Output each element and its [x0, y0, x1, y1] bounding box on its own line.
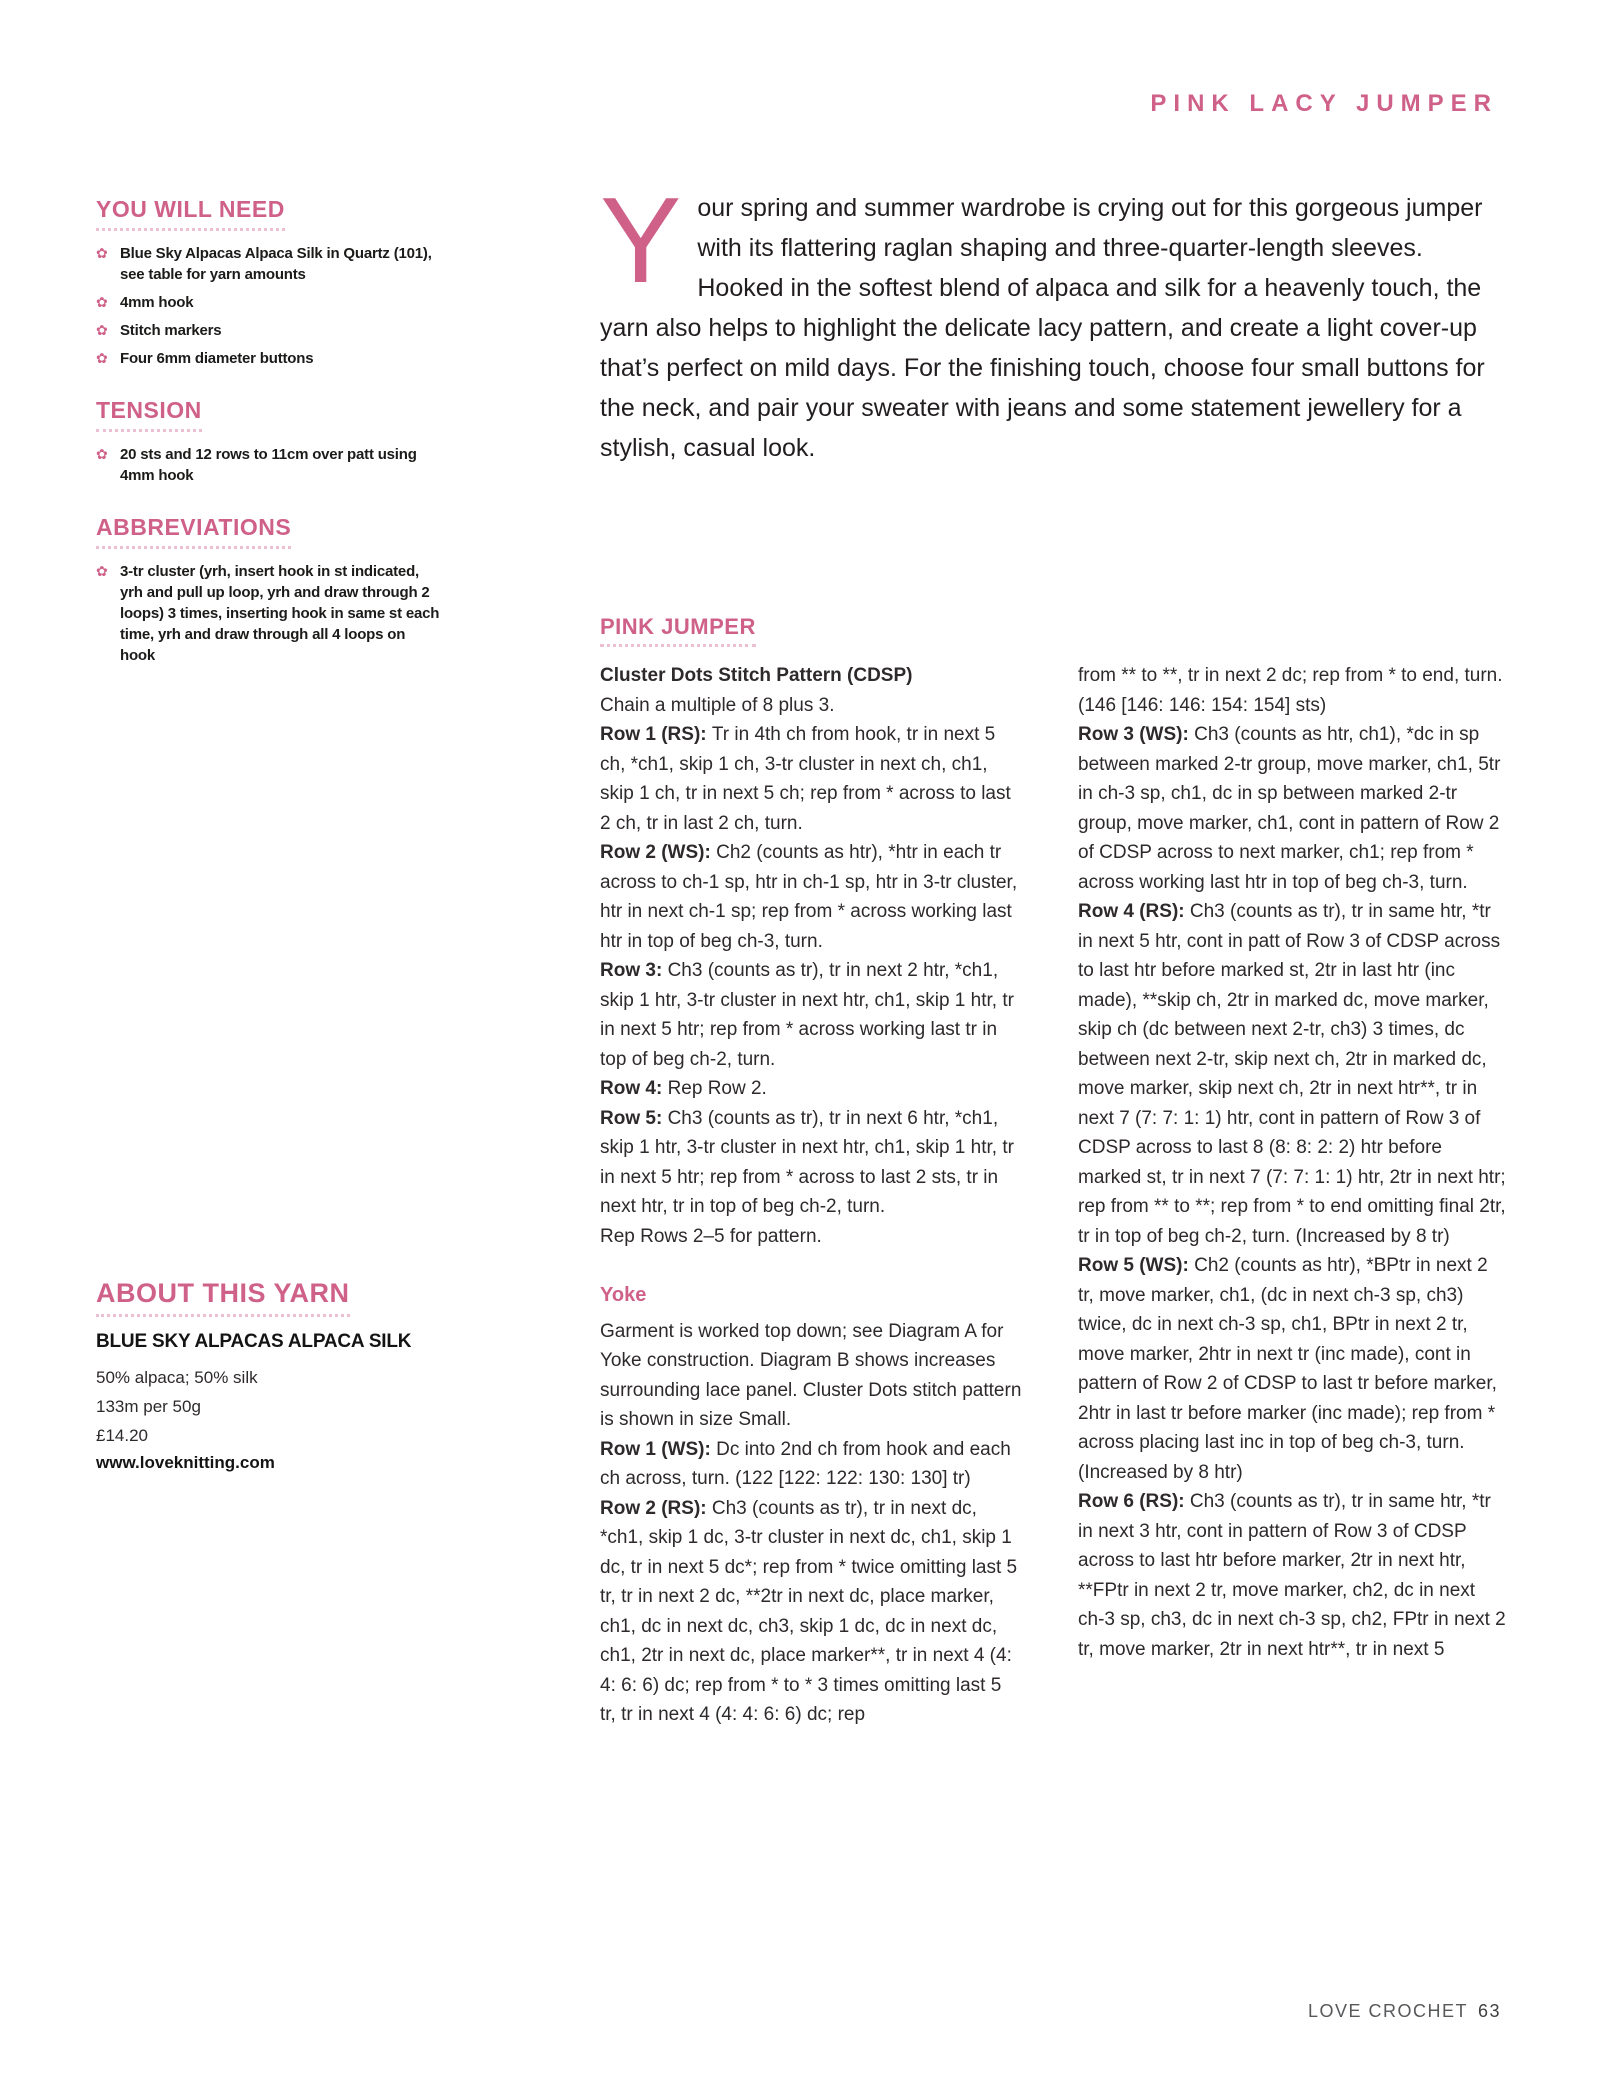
page-header-title: PINK LACY JUMPER	[1150, 90, 1498, 117]
magazine-name: LOVE CROCHET	[1307, 2001, 1468, 2021]
pattern-paragraph: Row 3: Ch3 (counts as tr), tr in next 2 htr, *ch1, skip 1 htr, 3-tr cluster in next htr, ch1, skip 1 htr, tr in next 5 htr; rep from * across working last tr in top of beg ch-2, turn.	[600, 960, 1014, 1070]
you-will-need-heading: YOU WILL NEED	[96, 196, 285, 231]
pattern-paragraph: Cluster Dots Stitch Pattern (CDSP)	[600, 665, 913, 686]
page-number: 63	[1477, 2001, 1501, 2021]
abbreviations-list	[96, 561, 441, 666]
about-this-yarn-section	[96, 1278, 466, 1473]
sidebar-list-item	[96, 561, 441, 666]
flower-bullet-icon: ✿	[96, 245, 108, 261]
pattern-paragraph: Row 4: Rep Row 2.	[600, 1078, 767, 1099]
sidebar-list-item	[96, 444, 441, 486]
pattern-paragraph: Row 6 (RS): Ch3 (counts as tr), tr in same htr, *tr in next 3 htr, cont in pattern of Row 3 of CDSP across to last htr before marker, 2tr in next htr, **FPtr in next 2 tr, move marker, ch2, dc in next ch-3 sp, ch3, dc in next ch-3 sp, ch2, FPtr in next 2 tr, move marker, 2tr in next htr**, tr in next 5	[1078, 1491, 1506, 1660]
flower-bullet-icon: ✿	[96, 322, 108, 338]
pattern-column-1	[600, 661, 1022, 1730]
sidebar-item-text: Four 6mm diameter buttons	[120, 350, 314, 367]
pattern-column-2	[1078, 661, 1506, 1730]
sidebar-list-item	[96, 320, 441, 341]
row-label: Row 3 (WS):	[1078, 724, 1195, 745]
flower-bullet-icon: ✿	[96, 294, 108, 310]
row-label: Row 2 (WS):	[600, 842, 717, 863]
abbreviations-section	[96, 514, 441, 666]
sidebar-item-text: 20 sts and 12 rows to 11cm over patt using 4mm hook	[120, 446, 417, 484]
sidebar	[96, 196, 441, 694]
tension-heading: TENSION	[96, 397, 202, 432]
flower-bullet-icon: ✿	[96, 563, 108, 579]
sidebar-item-text: 4mm hook	[120, 294, 194, 311]
pattern-paragraph: Chain a multiple of 8 plus 3.	[600, 694, 835, 716]
row-label: Row 3:	[600, 960, 668, 981]
page-footer	[1308, 2001, 1501, 2022]
yarn-detail-line: £14.20	[96, 1426, 148, 1445]
pattern-paragraph: Row 1 (RS): Tr in 4th ch from hook, tr in next 5 ch, *ch1, skip 1 ch, 3-tr cluster in next ch, ch1, skip 1 ch, tr in next 5 ch; rep from * across to last 2 ch, tr in last 2 ch, turn.	[600, 724, 1011, 834]
main-content	[600, 172, 1506, 1730]
sidebar-list-item	[96, 243, 441, 285]
sidebar-list-item	[96, 292, 441, 313]
pattern-paragraph: Rep Rows 2–5 for pattern.	[600, 1225, 822, 1247]
sidebar-item-text: Stitch markers	[120, 322, 222, 339]
about-this-yarn-heading: ABOUT THIS YARN	[96, 1278, 350, 1317]
you-will-need-list	[96, 243, 441, 369]
pattern-paragraph: Row 5 (WS): Ch2 (counts as htr), *BPtr in next 2 tr, move marker, ch1, (dc in next ch-3 sp, ch3) twice, dc in next ch-3 sp, ch1, BPtr in next 2 tr, move marker, 2htr in next tr (inc made), cont in pattern of Row 2 of CDSP to last tr before marker, 2htr in last tr before marker (inc made); rep from * across placing last inc in top of beg ch-3, turn. (Increased by 8 htr)	[1078, 1255, 1497, 1483]
tension-section	[96, 397, 441, 486]
intro-paragraph	[600, 172, 1506, 468]
pattern-paragraph: Row 2 (RS): Ch3 (counts as tr), tr in next dc, *ch1, skip 1 dc, 3-tr cluster in next dc, ch1, skip 1 dc, tr in next 5 dc*; rep from * twice omitting last 5 tr, tr in next 2 dc, **2tr in next dc, place marker, ch1, dc in next dc, ch3, skip 1 dc, dc in next dc, ch1, 2tr in next dc, place marker**, tr in next 4 (4: 4: 6: 6) dc; rep from * to * 3 times omitting last 5 tr, tr in next 4 (4: 4: 6: 6) dc; rep	[600, 1497, 1018, 1725]
flower-bullet-icon: ✿	[96, 350, 108, 366]
row-label: Row 6 (RS):	[1078, 1491, 1190, 1512]
pattern-paragraph: Garment is worked top down; see Diagram A for Yoke construction. Diagram B shows increases surrounding lace panel. Cluster Dots stitch pattern is shown in size Small.	[600, 1320, 1022, 1430]
yarn-name: BLUE SKY ALPACAS ALPACA SILK	[96, 1331, 412, 1352]
pattern-paragraph: Row 4 (RS): Ch3 (counts as tr), tr in same htr, *tr in next 5 htr, cont in patt of Row 3 of CDSP across to last htr before marked st, 2tr in last htr (inc made), **skip ch, 2tr in marked dc, move marker, skip ch (dc between next 2-tr, ch3) 3 times, dc between next 2-tr, skip next ch, 2tr in marked dc, move marker, skip next ch, 2tr in next htr**, tr in next 7 (7: 7: 1: 1) htr, cont in pattern of Row 3 of CDSP across to last 8 (8: 8: 2: 2) htr before marked st, tr in next 7 (7: 7: 1: 1) htr, 2tr in next htr; rep from ** to **; rep from * to end omitting final 2tr, tr in top of beg ch-2, turn. (Increased by 8 tr)	[1078, 901, 1506, 1247]
yarn-details	[96, 1363, 466, 1450]
flower-bullet-icon: ✿	[96, 446, 108, 462]
row-label: Row 1 (RS):	[600, 724, 712, 745]
yarn-shop-url: www.loveknitting.com	[96, 1453, 275, 1472]
abbreviations-heading: ABBREVIATIONS	[96, 514, 291, 549]
row-label: Row 5 (WS):	[1078, 1255, 1195, 1276]
you-will-need-section	[96, 196, 441, 369]
row-label: Row 4 (RS):	[1078, 901, 1190, 922]
intro-text: our spring and summer wardrobe is crying out for this gorgeous jumper with its flattering raglan shaping and three-quarter-length sleeves. Hooked in the softest blend of alpaca and silk for a heavenly touch, the yarn also helps to highlight the delicate lacy pattern, and create a light cover-up that’s perfect on mild days. For the finishing touch, choose four small buttons for the neck, and pair your sweater with jeans and some statement jewellery for a stylish, casual look.	[600, 194, 1485, 462]
pattern-columns	[600, 661, 1506, 1730]
pink-jumper-heading: PINK JUMPER	[600, 614, 756, 647]
yarn-detail-line: 50% alpaca; 50% silk	[96, 1368, 258, 1387]
row-label: Row 5:	[600, 1107, 668, 1129]
sidebar-item-text: Blue Sky Alpacas Alpaca Silk in Quartz (101), see table for yarn amounts	[120, 245, 432, 283]
pattern-paragraph: Row 2 (WS): Ch2 (counts as htr), *htr in each tr across to ch-1 sp, htr in ch-1 sp, htr in 3-tr cluster, htr in next ch-1 sp; rep from * across working last htr in top of beg ch-3, turn.	[600, 842, 1018, 952]
yoke-subheading: Yoke	[600, 1284, 647, 1306]
dropcap-letter: Y	[600, 172, 682, 308]
yarn-detail-line: 133m per 50g	[96, 1397, 201, 1416]
pattern-paragraph: Row 5: Ch3 (counts as tr), tr in next 6 htr, *ch1, skip 1 htr, 3-tr cluster in next htr, ch1, skip 1 htr, tr in next 5 htr; rep from * across to last 2 sts, tr in next htr, tr in top of beg ch-2, turn.	[600, 1107, 1014, 1217]
row-label: Row 4:	[600, 1078, 668, 1099]
sidebar-list-item	[96, 348, 441, 369]
sidebar-item-text: 3-tr cluster (yrh, insert hook in st indicated, yrh and pull up loop, yrh and draw through 2 loops) 3 times, inserting hook in same st each time, yrh and draw through all 4 loops on hook	[120, 563, 440, 664]
row-label: Row 1 (WS):	[600, 1438, 717, 1460]
pattern-paragraph: Row 3 (WS): Ch3 (counts as htr, ch1), *dc in sp between marked 2-tr group, move marker, ch1, 5tr in ch-3 sp, ch1, dc in sp between marked 2-tr group, move marker, ch1, cont in pattern of Row 2 of CDSP across to next marker, ch1; rep from * across working last htr in top of beg ch-3, turn.	[1078, 724, 1501, 893]
tension-list	[96, 444, 441, 486]
pattern-paragraph: from ** to **, tr in next 2 dc; rep from * to end, turn. (146 [146: 146: 154: 154] sts)	[1078, 665, 1503, 716]
pattern-paragraph: Row 1 (WS): Dc into 2nd ch from hook and each ch across, turn. (122 [122: 122: 130: 130] tr)	[600, 1438, 1011, 1489]
row-label: Row 2 (RS):	[600, 1497, 712, 1519]
